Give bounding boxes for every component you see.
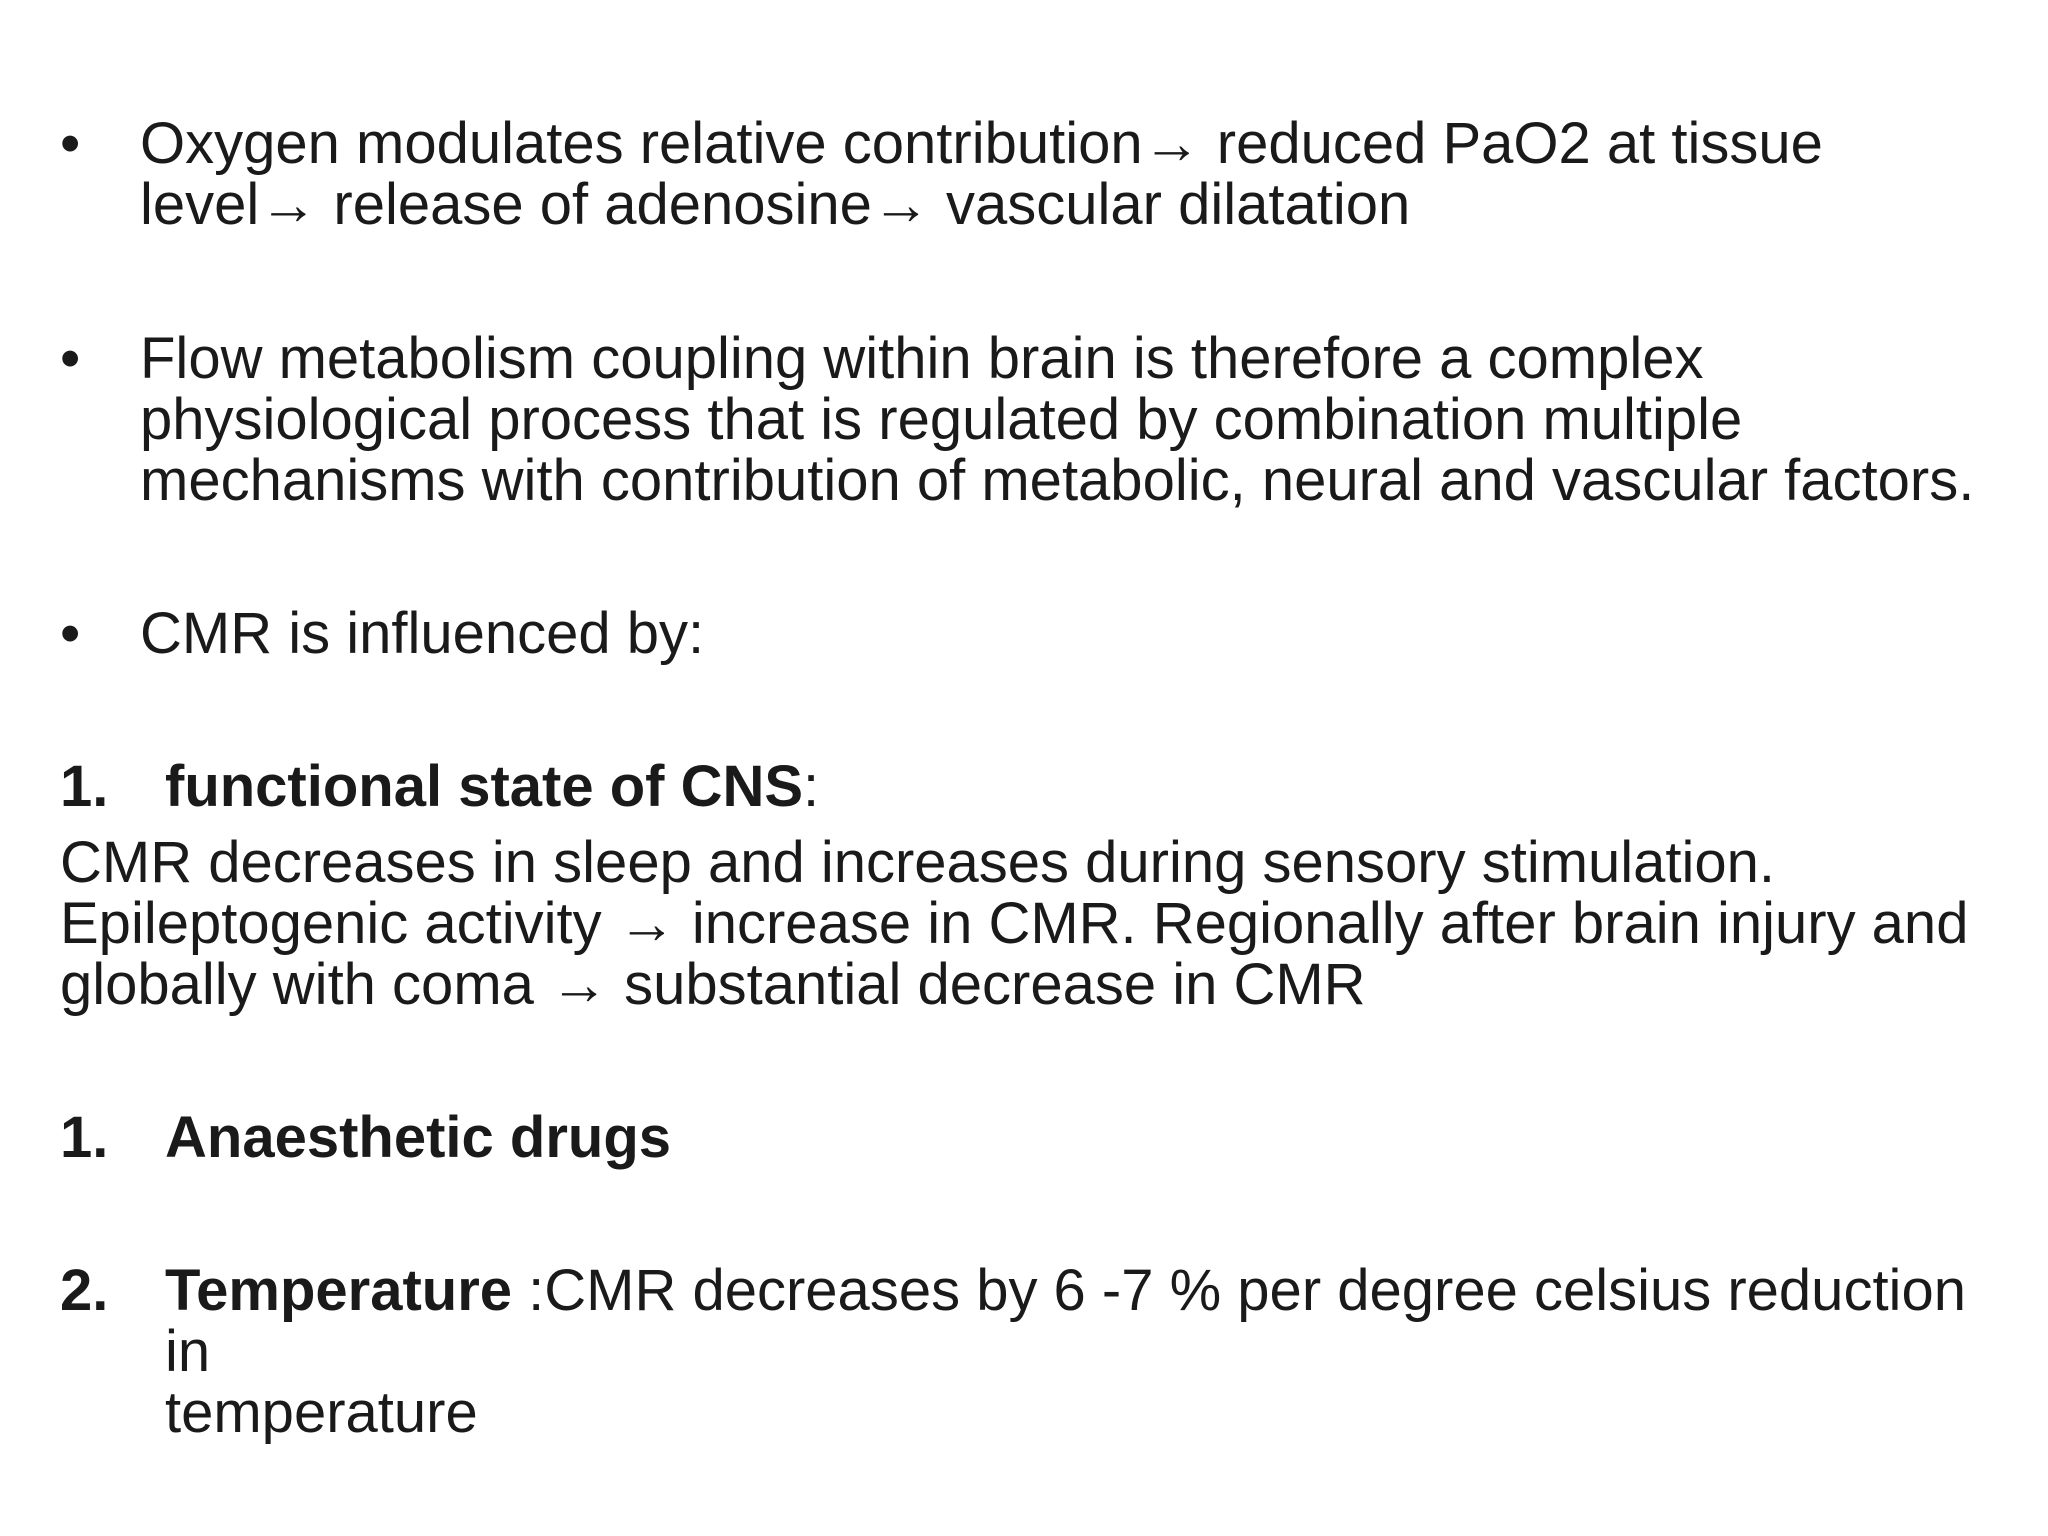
heading-functional-state: functional state of CNS <box>165 754 804 819</box>
number-marker: 2. <box>60 1258 109 1323</box>
cmr-paragraph <box>60 832 2020 1015</box>
paragraph-line: CMR decreases in sleep and increases during sensory stimulation. <box>60 830 1776 895</box>
bullet-line: level→ release of adenosine→ vascular dilatation <box>140 172 1411 237</box>
number-marker: 1. <box>60 754 109 819</box>
bullet-line: CMR is influenced by: <box>140 601 705 666</box>
bullet-cmr-influenced <box>60 603 2020 664</box>
bullet-line: Oxygen modulates relative contribution→ reduced PaO2 at tissue <box>140 111 1823 176</box>
bullet-flow-metabolism <box>60 328 2020 511</box>
bullet-line: Flow metabolism coupling within brain is therefore a complex <box>140 326 1704 391</box>
bullet-marker: • <box>60 111 81 176</box>
numbered-anaesthetic-drugs <box>60 1107 2020 1168</box>
bullet-line: mechanisms with contribution of metabolic, neural and vascular factors. <box>140 448 1975 513</box>
number-marker: 1. <box>60 1105 109 1170</box>
heading-temperature: Temperature <box>165 1258 513 1323</box>
temperature-text-line2: temperature <box>165 1380 478 1445</box>
heading-suffix: : <box>803 754 820 819</box>
temperature-text: :CMR decreases by 6 -7 % per degree celsius reduction in <box>165 1258 1966 1384</box>
heading-anaesthetic-drugs: Anaesthetic drugs <box>165 1105 671 1170</box>
numbered-functional-state <box>60 756 2020 817</box>
bullet-marker: • <box>60 326 81 391</box>
bullet-line: physiological process that is regulated by combination multiple <box>140 387 1743 452</box>
bullet-marker: • <box>60 601 81 666</box>
bullet-oxygen <box>60 113 2020 235</box>
paragraph-line: globally with coma → substantial decrease in CMR <box>60 952 1366 1017</box>
numbered-temperature <box>60 1260 2020 1443</box>
paragraph-line: Epileptogenic activity → increase in CMR. Regionally after brain injury and <box>60 891 1969 956</box>
